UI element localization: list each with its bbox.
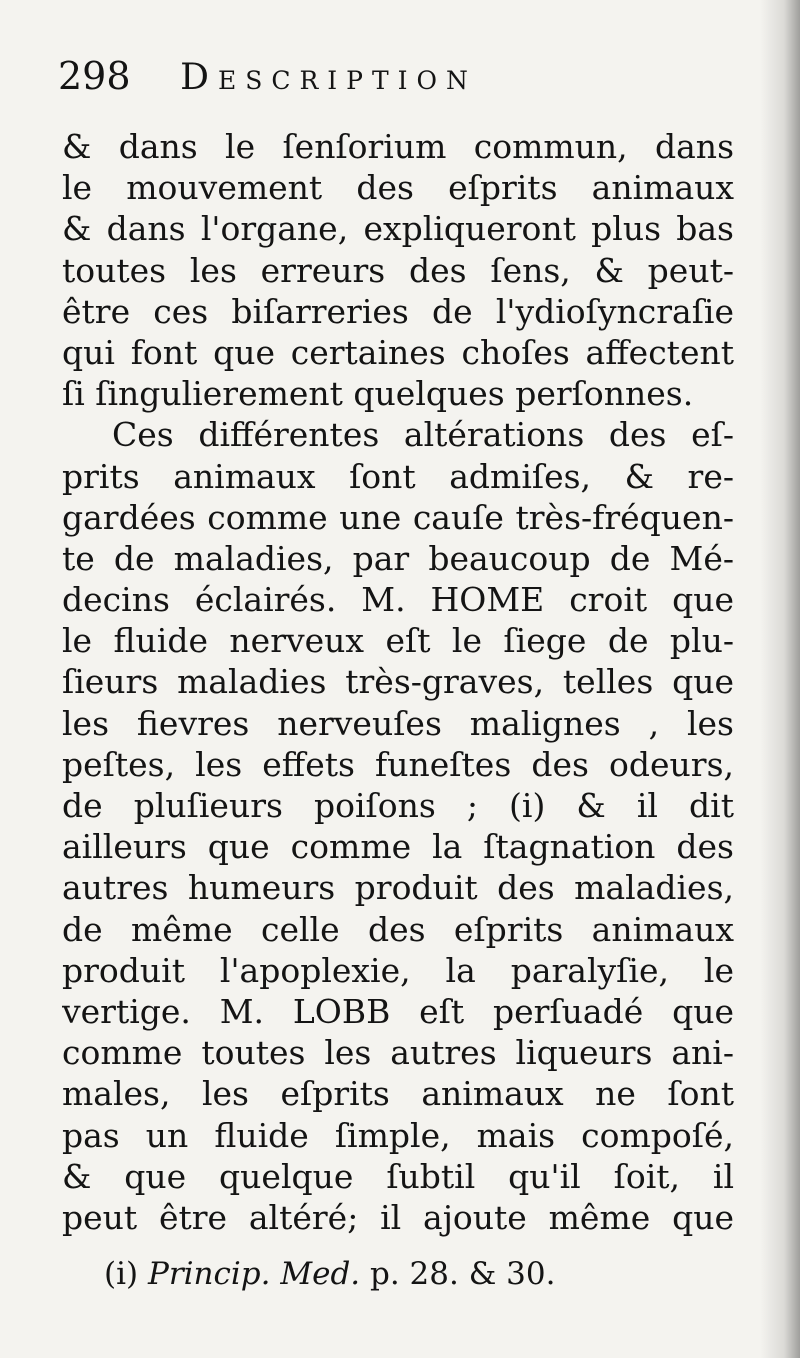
text-line: autres humeurs produit des maladies, <box>62 868 734 908</box>
text-line: peſtes, les effets funeſtes des odeurs, <box>62 744 734 784</box>
page-number: 298 <box>58 54 131 98</box>
text-line: de même celle des eſprits animaux <box>62 909 734 949</box>
text-line: vertige. M. LOBB eſt perſuadé que <box>62 991 734 1031</box>
text-line: qui font que certaines choſes affectent <box>62 332 734 372</box>
text-line: pas un fluide ſimple, mais compoſé, <box>62 1115 734 1155</box>
body-text <box>62 126 734 1238</box>
footnote-marker: (i) <box>104 1256 139 1292</box>
text-line: & dans le ſenſorium commun, dans <box>62 127 734 166</box>
footnote-work: Princip. Med. <box>147 1256 361 1292</box>
text-line: decins éclairés. M. HOME croit que <box>62 580 734 620</box>
text-line: les fievres nerveuſes malignes , les <box>62 703 734 743</box>
text-line: & dans l'organe, expliqueront plus bas <box>62 209 734 249</box>
text-line: être ces biſarreries de l'ydioſyncraſie <box>62 291 734 331</box>
text-line: ailleurs que comme la ſtagnation des <box>62 827 734 867</box>
footnote-pages: p. 28. & 30. <box>370 1256 556 1292</box>
text-line: de pluſieurs poiſons ; (i) & il dit <box>62 786 734 825</box>
text-line: le mouvement des eſprits animaux <box>62 168 734 208</box>
text-line: ſi ſingulierement quelques perſonnes. <box>62 374 694 414</box>
text-line: te de maladies, par beaucoup de Mé- <box>62 538 734 578</box>
text-line: comme toutes les autres liqueurs ani- <box>62 1033 734 1073</box>
text-line: le fluide nerveux eſt le ſiege de plu- <box>62 621 734 661</box>
running-head-title: Description <box>180 57 477 98</box>
text-line: prits animaux ſont admiſes, & re- <box>62 456 734 496</box>
text-line: toutes les erreurs des ſens, & peut- <box>62 250 734 290</box>
footnote <box>104 1248 664 1300</box>
text-line: males, les eſprits animaux ne ſont <box>62 1074 734 1114</box>
text-line: peut être altéré; il ajoute même que <box>62 1197 734 1237</box>
text-line: produit l'apoplexie, la paralyſie, le <box>62 950 734 990</box>
text-line: gardées comme une cauſe très-fréquen- <box>62 497 734 537</box>
text-line: ſieurs maladies très-graves, telles que <box>62 662 734 702</box>
text-line: & que quelque ſubtil qu'il ſoit, il <box>62 1156 734 1196</box>
running-head <box>58 50 738 102</box>
text-line: Ces différentes altérations des eſ- <box>112 415 734 455</box>
